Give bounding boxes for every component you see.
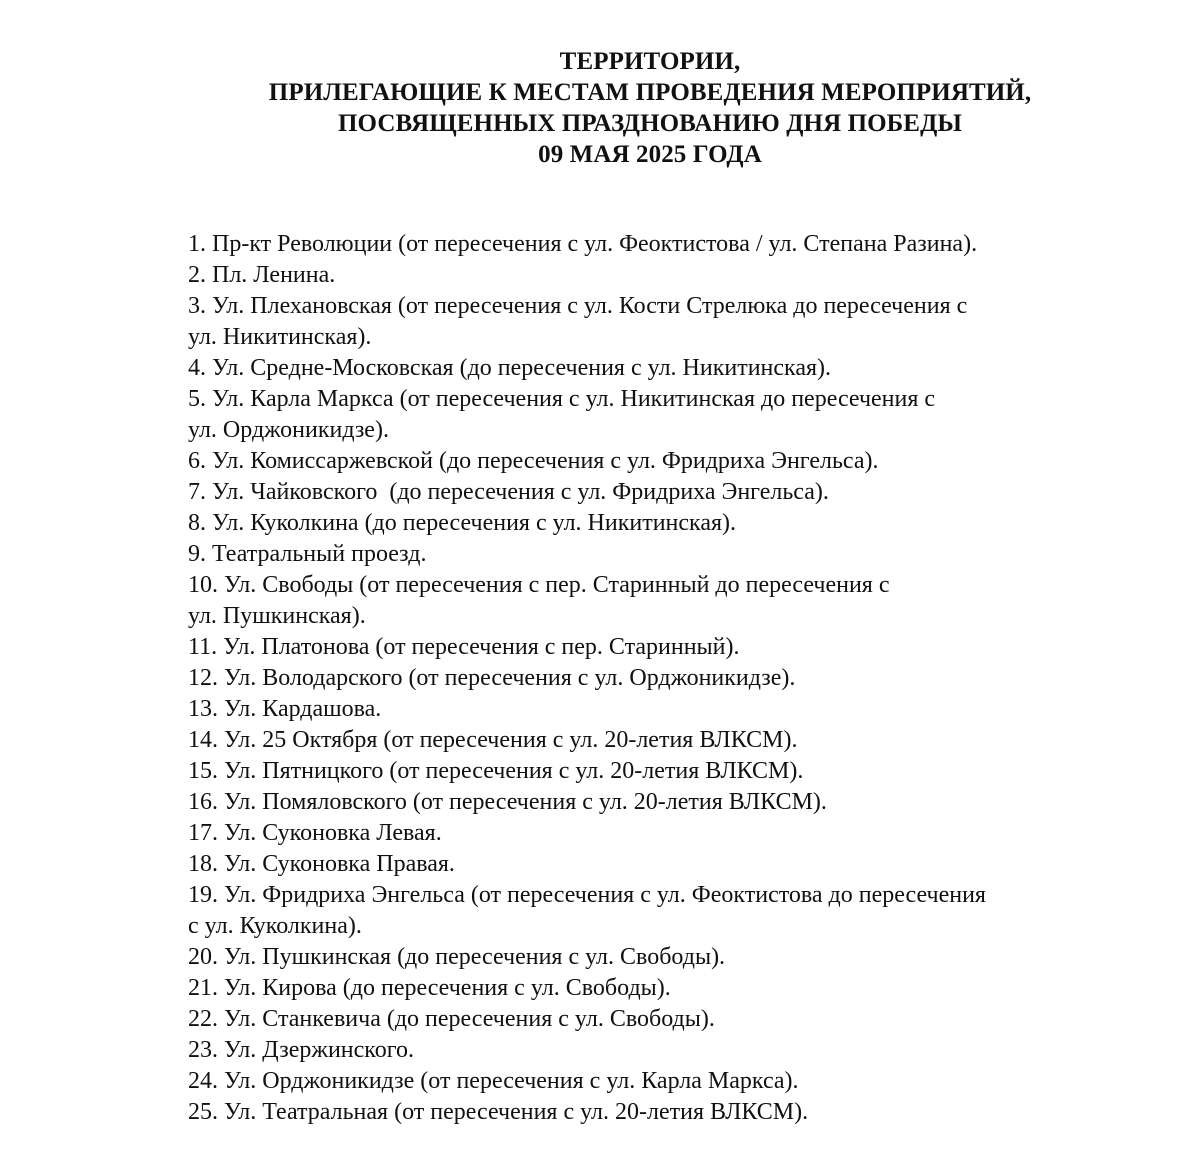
list-line: 3. Ул. Плехановская (от пересечения с ул. Кости Стрелюка до пересечения с [188,293,968,319]
list-line: 25. Ул. Театральная (от пересечения с ул. 20-летия ВЛКСМ). [188,1099,809,1125]
territory-list [188,229,1118,1128]
list-line: 11. Ул. Платонова (от пересечения с пер. Старинный). [188,634,740,660]
list-line: 16. Ул. Помяловского (от пересечения с ул. 20-летия ВЛКСМ). [188,789,827,815]
title-line: ТЕРРИТОРИИ, [559,48,741,75]
list-line: 18. Ул. Суконовка Правая. [188,851,455,877]
list-line: с ул. Куколкина). [188,913,362,939]
list-line: ул. Пушкинская). [188,603,366,629]
list-line: 17. Ул. Суконовка Левая. [188,820,442,846]
list-line: 7. Ул. Чайковского (до пересечения с ул. Фридриха Энгельса). [188,479,829,505]
list-line: 13. Ул. Кардашова. [188,696,382,722]
list-line: 8. Ул. Куколкина (до пересечения с ул. Никитинская). [188,510,737,536]
list-line: ул. Никитинская). [188,324,372,350]
list-line: 15. Ул. Пятницкого (от пересечения с ул. 20-летия ВЛКСМ). [188,758,804,784]
title-line: ПОСВЯЩЕННЫХ ПРАЗДНОВАНИЮ ДНЯ ПОБЕДЫ [337,110,963,137]
list-line: 22. Ул. Станкевича (до пересечения с ул. Свободы). [188,1006,715,1032]
list-line: 10. Ул. Свободы (от пересечения с пер. Старинный до пересечения с [188,572,890,598]
title-line: ПРИЛЕГАЮЩИЕ К МЕСТАМ ПРОВЕДЕНИЯ МЕРОПРИЯТИЙ, [268,79,1032,106]
list-line: 24. Ул. Орджоникидзе (от пересечения с ул. Карла Маркса). [188,1068,799,1094]
list-line: 1. Пр-кт Революции (от пересечения с ул. Феоктистова / ул. Степана Разина). [188,231,978,257]
list-line: 19. Ул. Фридриха Энгельса (от пересечения с ул. Феоктистова до пересечения [188,882,986,908]
list-line: ул. Орджоникидзе). [188,417,389,443]
list-line: 5. Ул. Карла Маркса (от пересечения с ул. Никитинская до пересечения с [188,386,936,412]
list-line: 14. Ул. 25 Октября (от пересечения с ул. 20-летия ВЛКСМ). [188,727,798,753]
list-line: 20. Ул. Пушкинская (до пересечения с ул. Свободы). [188,944,726,970]
list-line: 2. Пл. Ленина. [188,262,336,288]
title-line: 09 МАЯ 2025 ГОДА [538,141,762,168]
list-line: 4. Ул. Средне-Московская (до пересечения с ул. Никитинская). [188,355,832,381]
list-line: 12. Ул. Володарского (от пересечения с ул. Орджоникидзе). [188,665,796,691]
list-line: 21. Ул. Кирова (до пересечения с ул. Свободы). [188,975,671,1001]
list-line: 6. Ул. Комиссаржевской (до пересечения с ул. Фридриха Энгельса). [188,448,879,474]
document-title [0,46,1200,170]
list-line: 23. Ул. Дзержинского. [188,1037,414,1063]
list-line: 9. Театральный проезд. [188,541,427,567]
